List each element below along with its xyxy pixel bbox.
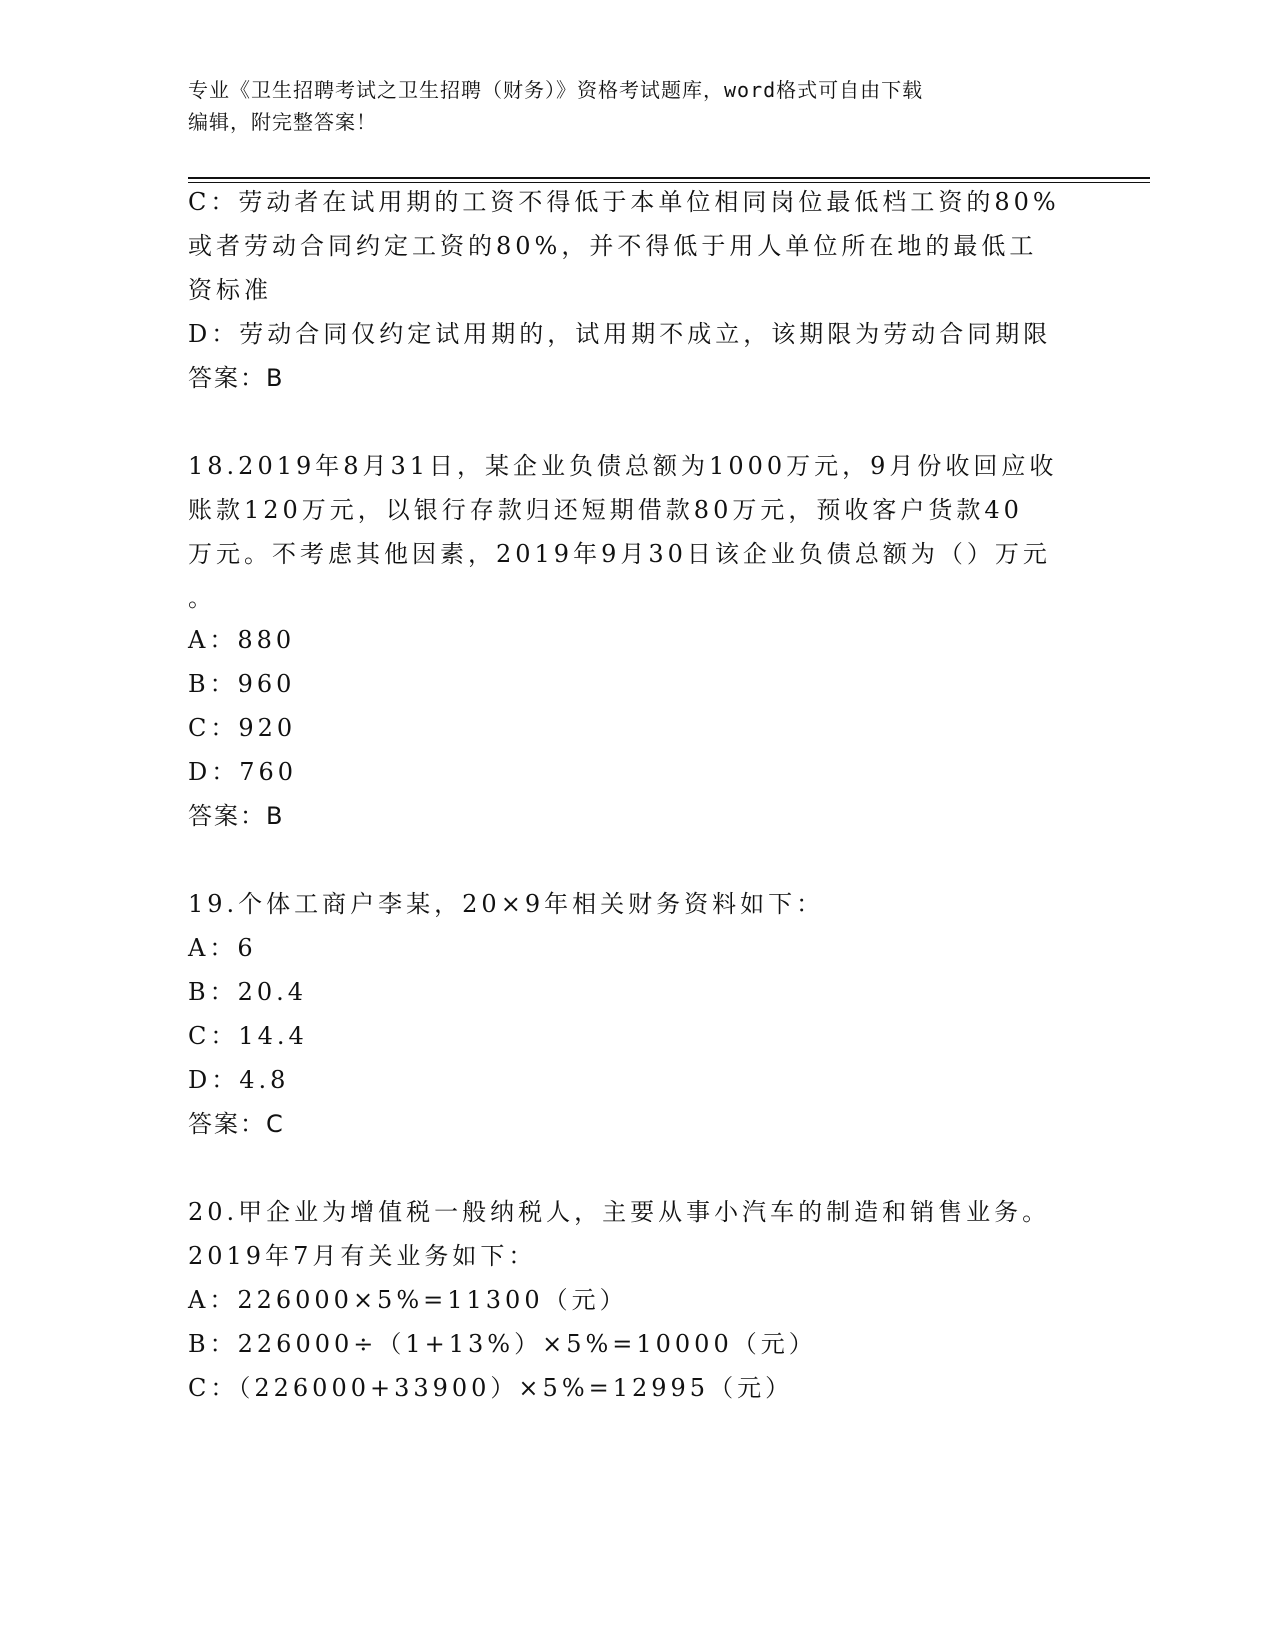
q20-option-a: A：226000×5%=11300（元） (188, 1286, 628, 1314)
header-divider-thick (188, 177, 1150, 179)
header-line-2: 编辑，附完整答案！ (188, 110, 377, 134)
q17-answer: 答案：B (188, 364, 285, 392)
q18-stem-line-1: 18.2019年8月31日，某企业负债总额为1000万元，9月份收回应收 (188, 452, 1058, 480)
q19-option-d: D：4.8 (188, 1066, 290, 1094)
header-line-1: 专业《卫生招聘考试之卫生招聘（财务）》资格考试题库，word格式可自由下载 (188, 78, 924, 102)
q19-stem: 19.个体工商户李某，20×9年相关财务资料如下： (188, 890, 825, 918)
q17-option-d: D：劳动合同仅约定试用期的，试用期不成立，该期限为劳动合同期限 (188, 320, 1052, 348)
q19-option-a: A：6 (188, 934, 257, 962)
header-divider-thin (188, 182, 1150, 183)
q20-option-b: B：226000÷（1+13%）×5%=10000（元） (188, 1330, 817, 1358)
q18-option-a: A：880 (188, 626, 296, 654)
q18-stem-line-2: 账款120万元，以银行存款归还短期借款80万元，预收客户货款40 (188, 496, 1023, 524)
q18-option-b: B：960 (188, 670, 296, 698)
q17-option-c-line-2: 或者劳动合同约定工资的80%，并不得低于用人单位所在地的最低工 (188, 232, 1038, 260)
q20-stem-line-2: 2019年7月有关业务如下： (188, 1242, 537, 1270)
q20-stem-line-1: 20.甲企业为增值税一般纳税人，主要从事小汽车的制造和销售业务。 (188, 1198, 1051, 1226)
q17-option-c-line-1: C：劳动者在试用期的工资不得低于本单位相同岗位最低档工资的80% (188, 188, 1060, 216)
q18-answer: 答案：B (188, 802, 285, 830)
q19-option-c: C：14.4 (188, 1022, 308, 1050)
document-header (188, 74, 1088, 138)
q18-stem-line-4: 。 (188, 584, 216, 612)
q17-option-c-line-3: 资标准 (188, 276, 272, 304)
q18-option-d: D：760 (188, 758, 298, 786)
q18-stem-line-3: 万元。不考虑其他因素，2019年9月30日该企业负债总额为（）万元 (188, 540, 1051, 568)
q20-option-c: C：（226000+33900）×5%=12995（元） (188, 1374, 794, 1402)
q19-answer: 答案：C (188, 1110, 285, 1138)
q19-option-b: B：20.4 (188, 978, 308, 1006)
q18-option-c: C：920 (188, 714, 297, 742)
